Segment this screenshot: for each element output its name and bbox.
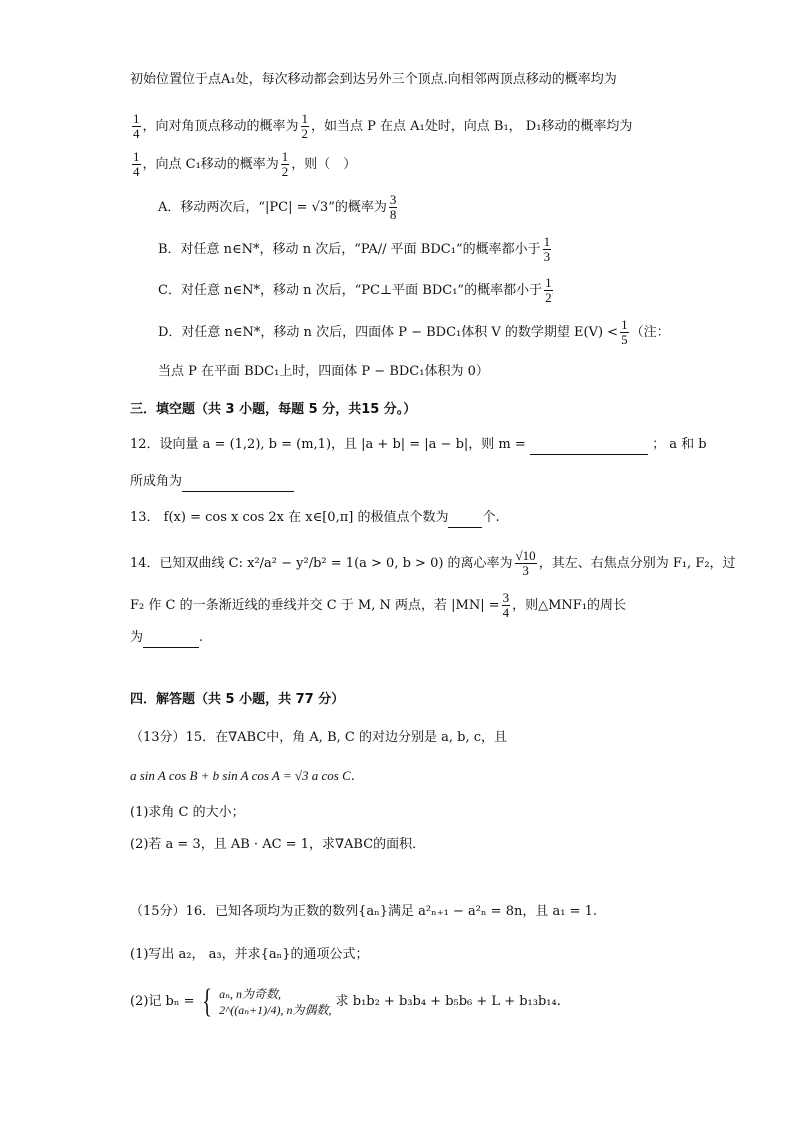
piecewise-cases: aₙ, n为奇数, 2^((aₙ+1)/4), n为偶数,: [219, 986, 332, 1017]
fraction-one-half-2: $\frac{1}{2}$: [281, 149, 289, 179]
option-c: C．对任意 n∈N*，移动 n 次后，“PC⊥平面 BDC₁”的概率都小于 $\frac{1}{2}$: [158, 275, 552, 305]
question-14-end: 为 .: [130, 628, 203, 648]
section-3-heading: 三．填空题（共 3 小题，每题 5 分，共15 分。）: [130, 402, 417, 417]
question-15-part2: (2)若 a = 3，且 AB · AC = 1，求∇ABC的面积．: [130, 837, 426, 852]
question-12-cont: 所成角为: [130, 472, 294, 492]
answer-blank-13[interactable]: [448, 513, 482, 528]
question-16-part2: (2)记 bₙ = { aₙ, n为奇数, 2^((aₙ+1)/4), n为偶数, 求 b₁b₂ + b₃b₄ + b₅b₆ + L + b₁₃b₁₄.: [130, 982, 561, 1020]
question-14: 14．已知双曲线 C: x²/a² − y²/b² = 1(a > 0, b > 0) 的离心率为 $\frac{√10}{3}$ ，其左、右焦点分别为 F₁, F₂，过: [130, 548, 736, 578]
eccentricity-fraction: $\frac{√10}{3}$: [515, 548, 536, 578]
question-13: 13． f(x) = cos x cos 2x 在 x∈[0,π] 的极值点个数为 个.: [130, 508, 500, 528]
option-d: D．对任意 n∈N*，移动 n 次后，四面体 P − BDC₁体积 V 的数学期望 E(V) < $\frac{1}{5}$ （注：: [158, 317, 670, 347]
option-a: A．移动两次后，“|PC| = √3”的概率为 $\frac{3}{8}$: [158, 192, 397, 222]
cases-brace: {: [201, 982, 212, 1020]
question-15-part1: (1)求角 C 的大小；: [130, 805, 245, 820]
answer-blank-12a[interactable]: [530, 440, 648, 455]
option-a-fraction: $\frac{3}{8}$: [389, 192, 397, 222]
answer-blank-14[interactable]: [143, 633, 199, 648]
fraction-one-quarter: $\frac{1}{4}$: [133, 111, 140, 141]
question-12: 12．设向量 a = (1,2), b = (m,1)，且 |a + b| = |a − b|，则 m = ； a 和 b: [130, 435, 707, 455]
question-15-equation: a sin A cos B + b sin A cos A = √3 a cos C.: [130, 768, 355, 784]
q11-line1: 初始位置位于点A₁处，每次移动都会到达另外三个顶点.向相邻两顶点移动的概率均为: [130, 72, 617, 87]
answer-blank-12b[interactable]: [182, 477, 294, 492]
fraction-one-half: $\frac{1}{2}$: [301, 111, 309, 141]
question-16-part1: (1)写出 a₂， a₃，并求{aₙ}的通项公式；: [130, 947, 369, 962]
mn-length-fraction: $\frac{3}{4}$: [502, 590, 510, 620]
q11-line2: $\frac{1}{4}$ ，向对角顶点移动的概率为 $\frac{1}{2}$ ，如当点 P 在点 A₁处时，向点 B₁， D₁移动的概率均为: [133, 111, 633, 141]
question-16: （15分）16．已知各项均为正数的数列{aₙ}满足 a²ₙ₊₁ − a²ₙ = 8n，且 a₁ = 1.: [130, 904, 597, 919]
option-d-note: 当点 P 在平面 BDC₁上时，四面体 P − BDC₁体积为 0）: [158, 364, 489, 379]
option-c-fraction: $\frac{1}{2}$: [545, 275, 552, 305]
q11-line3: $\frac{1}{4}$ ，向点 C₁移动的概率为 $\frac{1}{2}$ ，则（ ）: [133, 149, 357, 179]
fraction-one-quarter-2: $\frac{1}{4}$: [133, 149, 140, 179]
section-4-heading: 四．解答题（共 5 小题，共 77 分）: [130, 692, 345, 707]
option-b: B．对任意 n∈N*，移动 n 次后，“PA// 平面 BDC₁”的概率都小于 $\frac{1}{3}$: [158, 234, 551, 264]
question-15: （13分）15．在∇ABC中，角 A, B, C 的对边分别是 a, b, c，且: [130, 730, 507, 745]
option-b-fraction: $\frac{1}{3}$: [543, 234, 551, 264]
option-d-fraction: $\frac{1}{5}$: [621, 317, 628, 347]
question-14-cont: F₂ 作 C 的一条渐近线的垂线并交 C 于 M, N 两点，若 |MN| = $\frac{3}{4}$ ，则△MNF₁的周长: [130, 590, 627, 620]
